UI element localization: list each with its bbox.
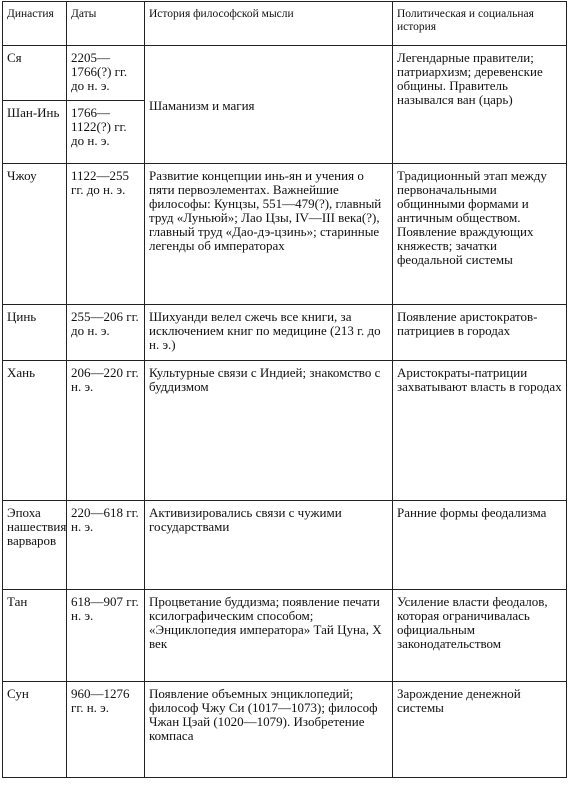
- dates-cell: 220—618 гг. н. э.: [67, 501, 145, 590]
- philosophy-cell: Шихуанди велел сжечь все книги, за исключением книг по медицине (213 г. до н. э.): [145, 305, 393, 361]
- dynasty-cell: Сун: [3, 682, 67, 778]
- header-politics: Политическая и социальная история: [393, 2, 567, 46]
- politics-cell: Зарождение денежной системы: [393, 682, 567, 778]
- dynasty-cell: Тан: [3, 590, 67, 682]
- dates-cell: 618—907 гг. н. э.: [67, 590, 145, 682]
- dates-cell: 1766—1122(?) гг. до н. э.: [67, 101, 145, 164]
- dates-cell: 2205—1766(?) гг. до н. э.: [67, 46, 145, 101]
- philosophy-cell: Культурные связи с Индией; знакомство с буддизмом: [145, 361, 393, 501]
- header-dates: Даты: [67, 2, 145, 46]
- philosophy-cell: Активизировались связи с чужими государствами: [145, 501, 393, 590]
- philosophy-cell: Развитие концепции инь-ян и учения о пяти первоэлементах. Важнейшие философы: Кунцзы, 551—479(?), главный труд «Луньюй»; Лао Цзы, IV—III века(?), главный труд «Дао-дэ-цзинь»; старинные легенды об императорах: [145, 164, 393, 305]
- table-row: [3, 501, 567, 590]
- philosophy-cell: Шаманизм и магия: [145, 46, 393, 164]
- philosophy-cell: Процветание буддизма; появление печати ксилографическим способом; «Энциклопедия императора» Тай Цуна, X век: [145, 590, 393, 682]
- dynasty-cell: Цинь: [3, 305, 67, 361]
- dates-cell: 1122—255 гг. до н. э.: [67, 164, 145, 305]
- table-row: [3, 682, 567, 778]
- dates-cell: 255—206 гг. до н. э.: [67, 305, 145, 361]
- dates-cell: 960—1276 гг. н. э.: [67, 682, 145, 778]
- dynasty-cell: Чжоу: [3, 164, 67, 305]
- politics-cell: Появление аристократов-патрициев в городах: [393, 305, 567, 361]
- dates-cell: 206—220 гг. н. э.: [67, 361, 145, 501]
- politics-cell: Традиционный этап между первоначальными общинными формами и античным обществом. Появление враждующих княжеств; зачатки феодальной системы: [393, 164, 567, 305]
- header-philosophy: История философской мысли: [145, 2, 393, 46]
- header-dynasty: Династия: [3, 2, 67, 46]
- header-row: [3, 2, 567, 46]
- politics-cell: Аристократы-патриции захватывают власть в городах: [393, 361, 567, 501]
- table-row: [3, 590, 567, 682]
- dynasty-cell: Ся: [3, 46, 67, 101]
- dynasty-table: [2, 1, 567, 778]
- dynasty-cell: Эпоха нашествия варваров: [3, 501, 67, 590]
- table-row: [3, 46, 567, 101]
- table-row: [3, 164, 567, 305]
- politics-cell: Легендарные правители; патриархизм; деревенские общины. Правитель назывался ван (царь): [393, 46, 567, 164]
- dynasty-cell: Хань: [3, 361, 67, 501]
- table-row: [3, 305, 567, 361]
- politics-cell: Ранние формы феодализма: [393, 501, 567, 590]
- philosophy-cell: Появление объемных энциклопедий; философ Чжу Си (1017—1073); философ Чжан Цэай (1020—1079). Изобретение компаса: [145, 682, 393, 778]
- politics-cell: Усиление власти феодалов, которая ограничивалась официальным законодательством: [393, 590, 567, 682]
- table-row: [3, 361, 567, 501]
- dynasty-cell: Шан-Инь: [3, 101, 67, 164]
